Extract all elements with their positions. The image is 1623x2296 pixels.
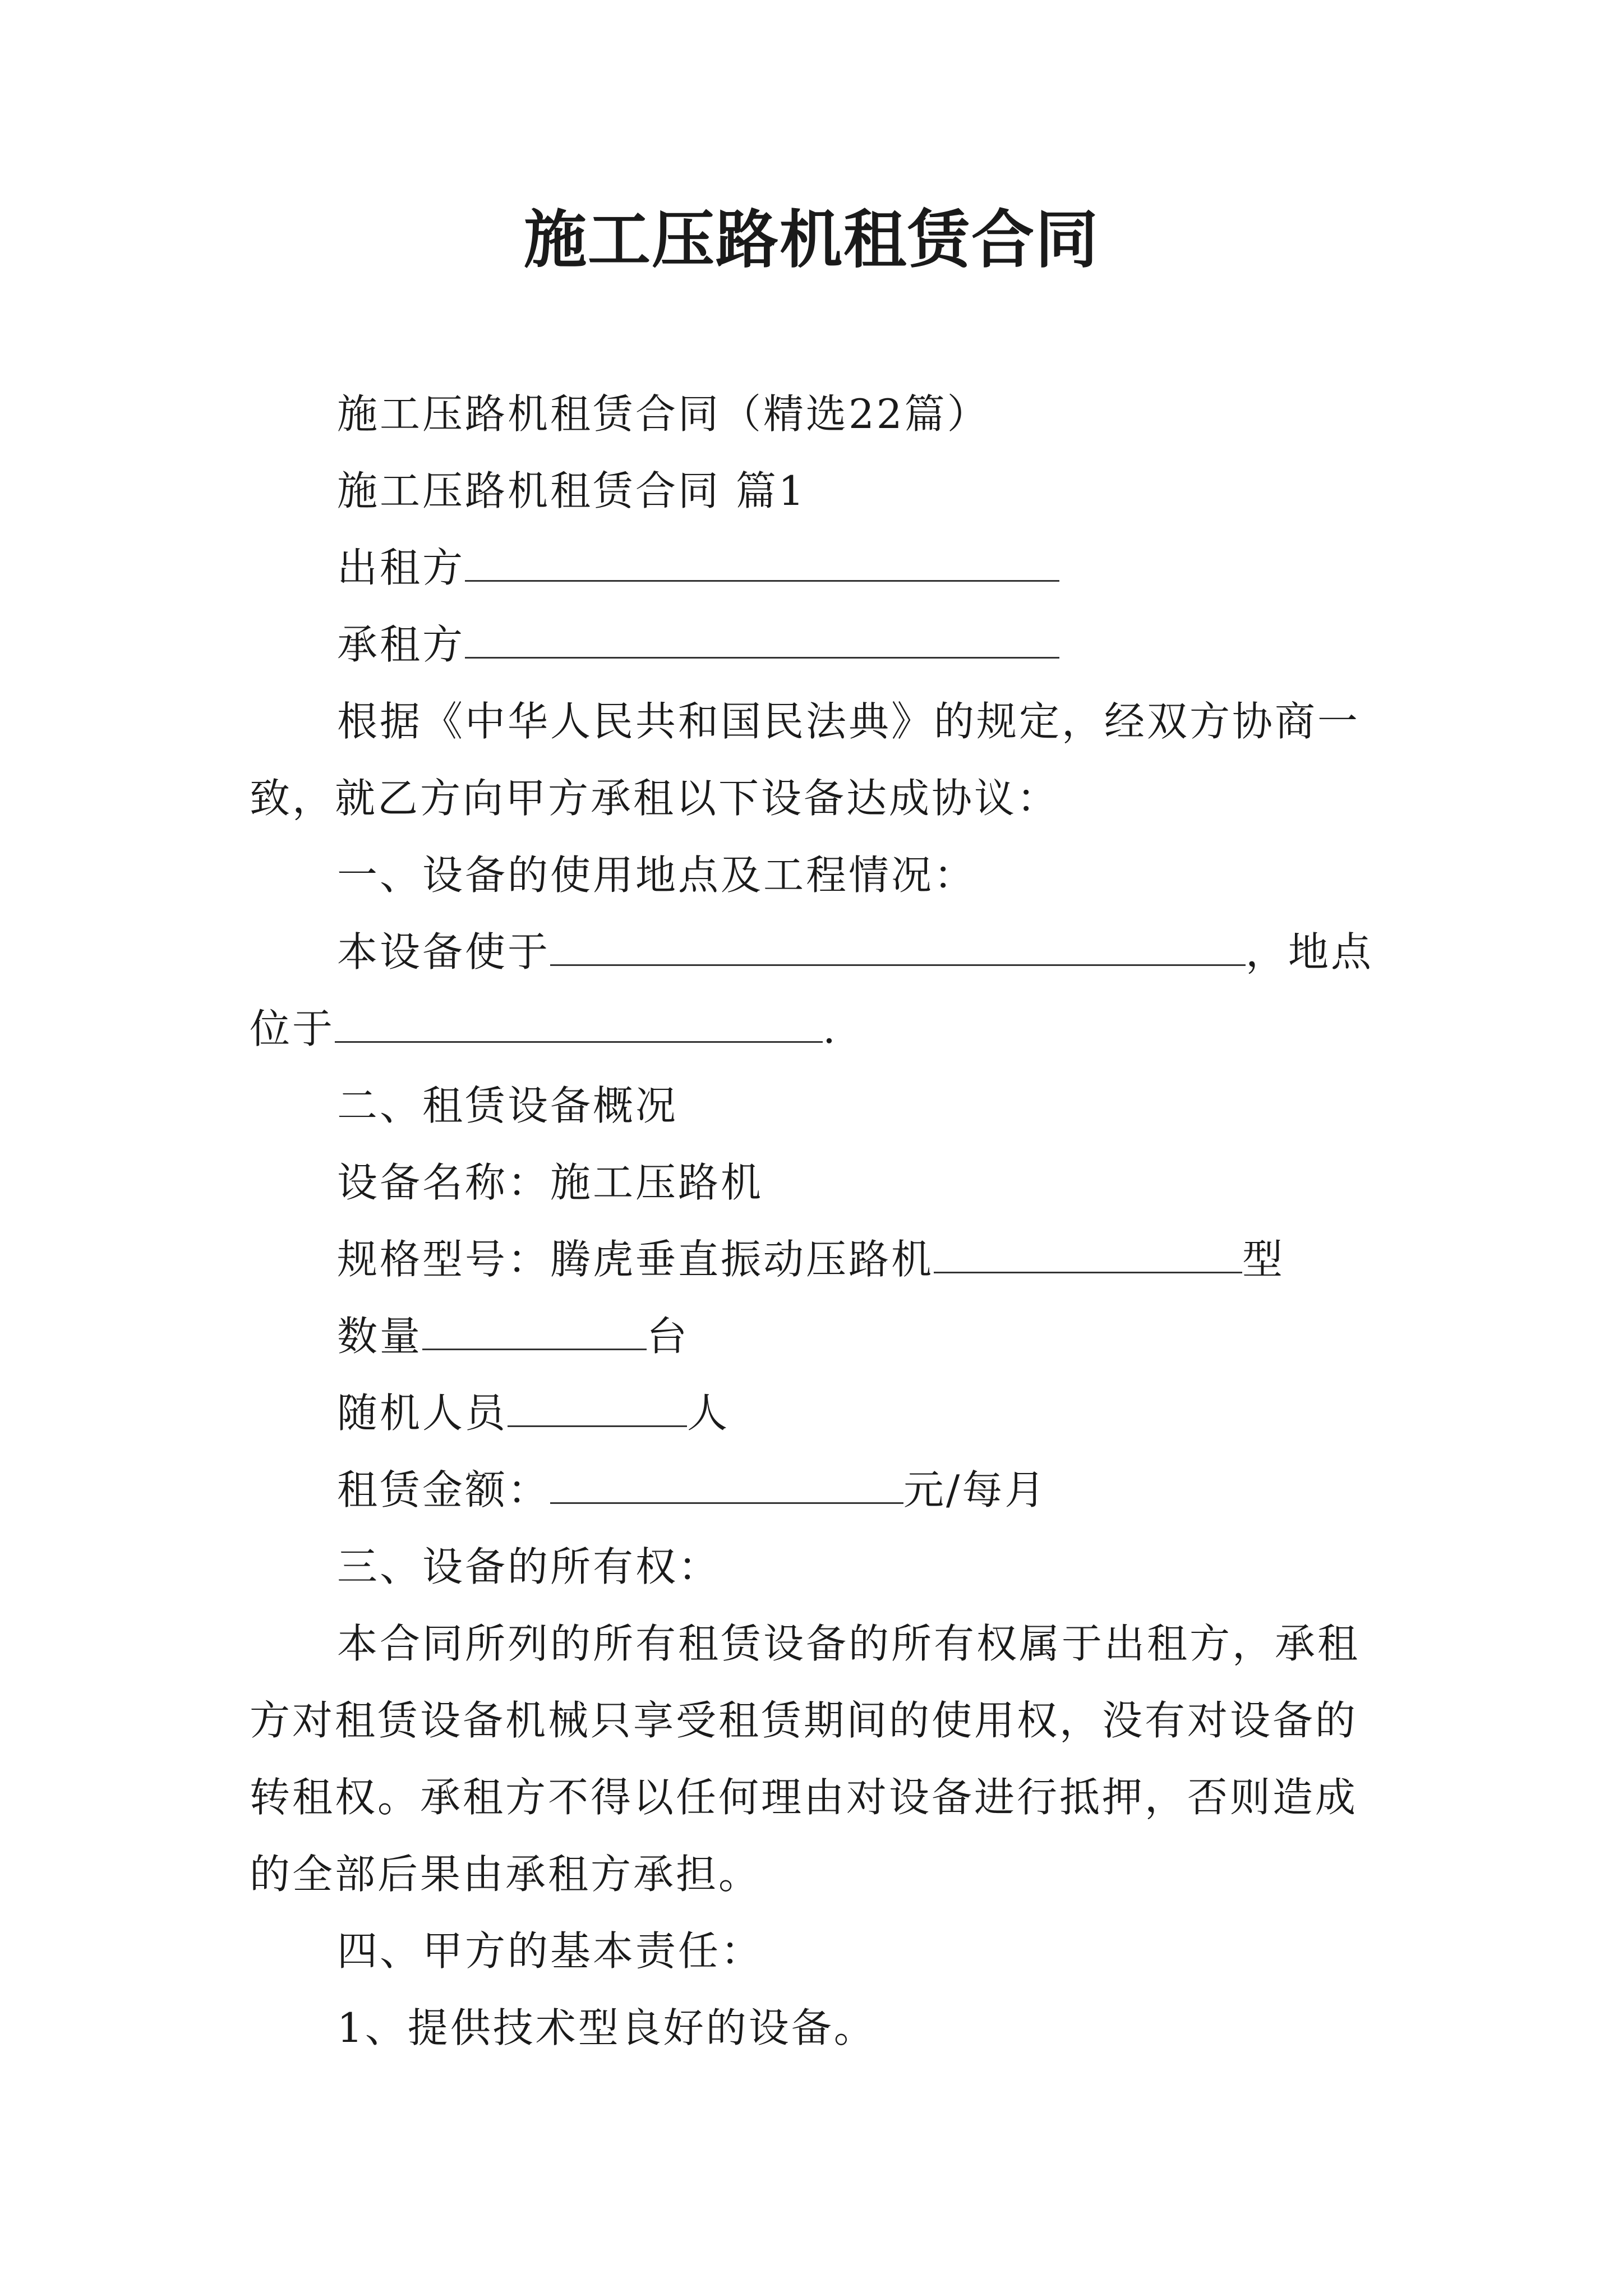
document-subtitle: 施工压路机租赁合同（精选22篇） xyxy=(337,390,990,438)
document-title: 施工压路机租赁合同 xyxy=(524,203,1099,277)
lessee-label: 承租方 xyxy=(337,621,465,668)
usage-paragraph xyxy=(250,914,1388,1068)
section3-paragraph: 本合同所列的所有租赁设备的所有权属于出租方，承租方对租赁设备机械只享受租赁期间的使用权，没有对设备的转租权。承租方不得以任何理由对设备进行抵押，否则造成的全部后果由承租方承担。 xyxy=(250,1620,1361,1898)
lessee-blank xyxy=(465,622,1059,659)
crew-prefix: 随机人员 xyxy=(337,1389,508,1437)
quantity-blank xyxy=(422,1314,647,1350)
crew-suffix: 人 xyxy=(687,1389,730,1437)
preamble-paragraph: 根据《中华人民共和国民法典》的规定，经双方协商一致，就乙方向甲方承租以下设备达成协议： xyxy=(250,698,1361,822)
usage-suffix: . xyxy=(823,1005,838,1052)
location-blank xyxy=(335,1006,823,1043)
quantity-suffix: 台 xyxy=(647,1313,690,1360)
amount-suffix: 元/每月 xyxy=(903,1466,1048,1513)
article-heading: 施工压路机租赁合同 篇1 xyxy=(337,467,806,514)
crew-line xyxy=(250,1375,1388,1452)
crew-blank xyxy=(508,1391,687,1427)
model-prefix: 规格型号：腾虎垂直振动压路机 xyxy=(337,1236,934,1283)
equipment-name-line: 设备名称：施工压路机 xyxy=(337,1159,764,1206)
lessee-line xyxy=(250,606,1388,683)
amount-line xyxy=(250,1452,1388,1529)
section3-heading: 三、设备的所有权： xyxy=(337,1543,721,1590)
usage-blank xyxy=(550,930,1246,966)
amount-blank xyxy=(550,1467,903,1504)
model-suffix: 型 xyxy=(1242,1236,1285,1283)
model-line xyxy=(250,1221,1388,1298)
quantity-prefix: 数量 xyxy=(337,1313,423,1360)
section2-heading: 二、租赁设备概况 xyxy=(337,1082,679,1129)
lessor-line xyxy=(250,530,1388,606)
usage-prefix: 本设备使于 xyxy=(337,928,551,976)
lessor-blank xyxy=(465,545,1059,582)
document-body xyxy=(250,376,1388,2067)
amount-prefix: 租赁金额： xyxy=(337,1466,551,1513)
model-blank xyxy=(934,1237,1242,1273)
section1-heading: 一、设备的使用地点及工程情况： xyxy=(337,852,977,899)
section4-item-1: 1、提供技术型良好的设备。 xyxy=(337,2004,877,2051)
quantity-line xyxy=(250,1298,1388,1375)
lessor-label: 出租方 xyxy=(337,544,465,591)
usage-middle: ，地点位于 xyxy=(250,928,1374,1052)
section4-heading: 四、甲方的基本责任： xyxy=(337,1927,764,1975)
